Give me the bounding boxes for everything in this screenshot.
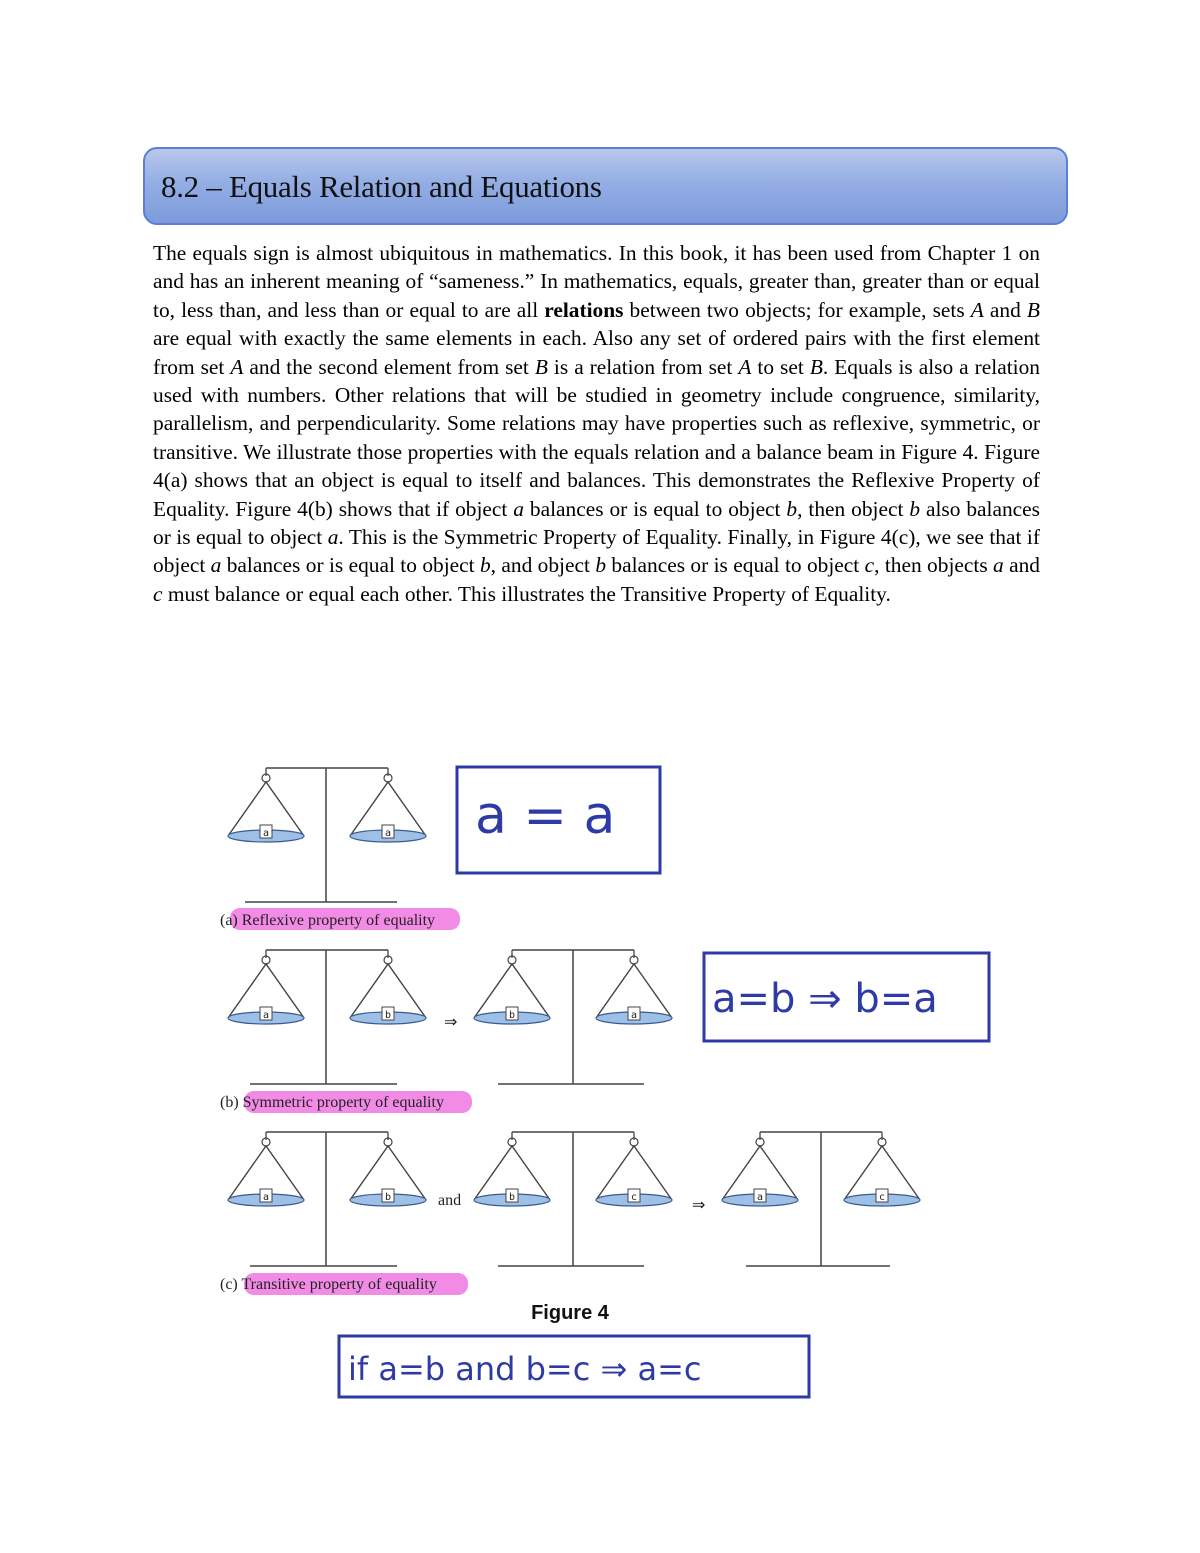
text-span: and xyxy=(1003,553,1040,578)
box-label-a: a xyxy=(630,1010,638,1021)
text-span: , then object xyxy=(797,496,910,521)
implies-symbol-c: ⇒ xyxy=(692,1197,706,1214)
var-B: B xyxy=(534,354,548,379)
section-title: 8.2 – Equals Relation and Equations xyxy=(161,169,602,204)
balance-scale-c-third xyxy=(722,1132,920,1266)
text-span: , then objects xyxy=(874,553,994,578)
caption-b: (b) Symmetric property of equality xyxy=(220,1094,444,1111)
text-span: . This is the Symmetric Property of Equality. Finally, in Figure 4(c), we see that if object xyxy=(153,525,1040,578)
var-a: a xyxy=(210,553,222,578)
balance-scale-a xyxy=(228,768,426,902)
box-label-b: b xyxy=(384,1010,392,1021)
text-span: is a relation from set xyxy=(547,354,739,379)
caption-c: (c) Transitive property of equality xyxy=(220,1276,437,1293)
var-a: a xyxy=(993,553,1004,578)
var-b: b xyxy=(786,496,798,521)
var-A: A xyxy=(970,297,984,322)
implies-symbol-b: ⇒ xyxy=(444,1014,458,1031)
text-span: and xyxy=(983,297,1027,322)
text-span: also balances or is equal to object xyxy=(153,496,1040,550)
text-span: balances or is equal to object xyxy=(524,496,787,521)
and-word: and xyxy=(438,1192,462,1209)
caption-a: (a) Reflexive property of equality xyxy=(220,912,436,929)
text-span: balances or is equal to object xyxy=(221,553,480,578)
var-b: b xyxy=(479,553,491,578)
text-span: balances or is equal to object xyxy=(606,553,865,578)
var-b: b xyxy=(595,553,607,578)
box-label-a: a xyxy=(756,1192,764,1203)
text-span: . Equals is also a relation used with numbers. Other relations that will be studied in geometry include congruence, similarity, parallelism, and perpendicularity. Some relations may have properties such as reflexive, symmetric, or transitive. We illustrate those properties with the equals relation and a balance beam in Figure 4. Figure 4(a) shows that an object is equal to itself and balances. This demonstrates the Reflexive Property of Equality. Figure 4(b) shows that if object xyxy=(153,354,1040,521)
var-A: A xyxy=(738,354,752,379)
box-label-a: a xyxy=(262,1192,270,1203)
text-span: are equal with exactly the same elements in each. Also any set of ordered pairs with the first element from set xyxy=(153,326,1040,379)
var-A: A xyxy=(230,354,244,379)
var-B: B xyxy=(809,354,823,379)
box-label-a: a xyxy=(262,828,270,839)
box-label-a: a xyxy=(262,1010,270,1021)
var-b: b xyxy=(909,496,921,521)
handwritten-note-c: if a=b and b=c ⇒ a=c xyxy=(348,1350,702,1388)
var-a: a xyxy=(513,496,524,521)
text-span: , and object xyxy=(490,553,596,578)
var-a: a xyxy=(327,525,339,550)
box-label-c: c xyxy=(878,1192,886,1203)
box-label-a: a xyxy=(384,828,392,839)
var-B: B xyxy=(1026,297,1040,322)
balance-scale-c-first xyxy=(228,1132,426,1266)
text-span: and the second element from set xyxy=(243,354,535,379)
box-label-c: c xyxy=(630,1192,638,1203)
text-span: must balance or equal each other. This illustrates the Transitive Property of Equality. xyxy=(162,581,891,606)
var-c: c xyxy=(153,581,163,606)
text-span: to set xyxy=(751,354,810,379)
box-label-b: b xyxy=(508,1192,516,1203)
text-span: The equals sign is almost ubiquitous in mathematics. In this book, it has been used from Chapter 1 on and has an inherent meaning of “sameness.” In mathematics, equals, greater than, greater than or equal to, less than, and less than or equal to are all xyxy=(153,241,1040,322)
figure-title: Figure 4 xyxy=(531,1302,609,1324)
var-c: c xyxy=(864,553,875,578)
box-label-b: b xyxy=(508,1010,516,1021)
balance-scale-b-left xyxy=(228,950,426,1084)
balance-scale-b-right xyxy=(474,950,672,1084)
balance-scale-c-second xyxy=(474,1132,672,1266)
handwritten-note-a: a = a xyxy=(475,786,616,846)
box-label-b: b xyxy=(384,1192,392,1203)
text-span: between two objects; for example, sets xyxy=(623,297,971,322)
handwritten-note-b: a=b ⇒ b=a xyxy=(712,976,938,1022)
bold-term: relations xyxy=(544,297,624,322)
